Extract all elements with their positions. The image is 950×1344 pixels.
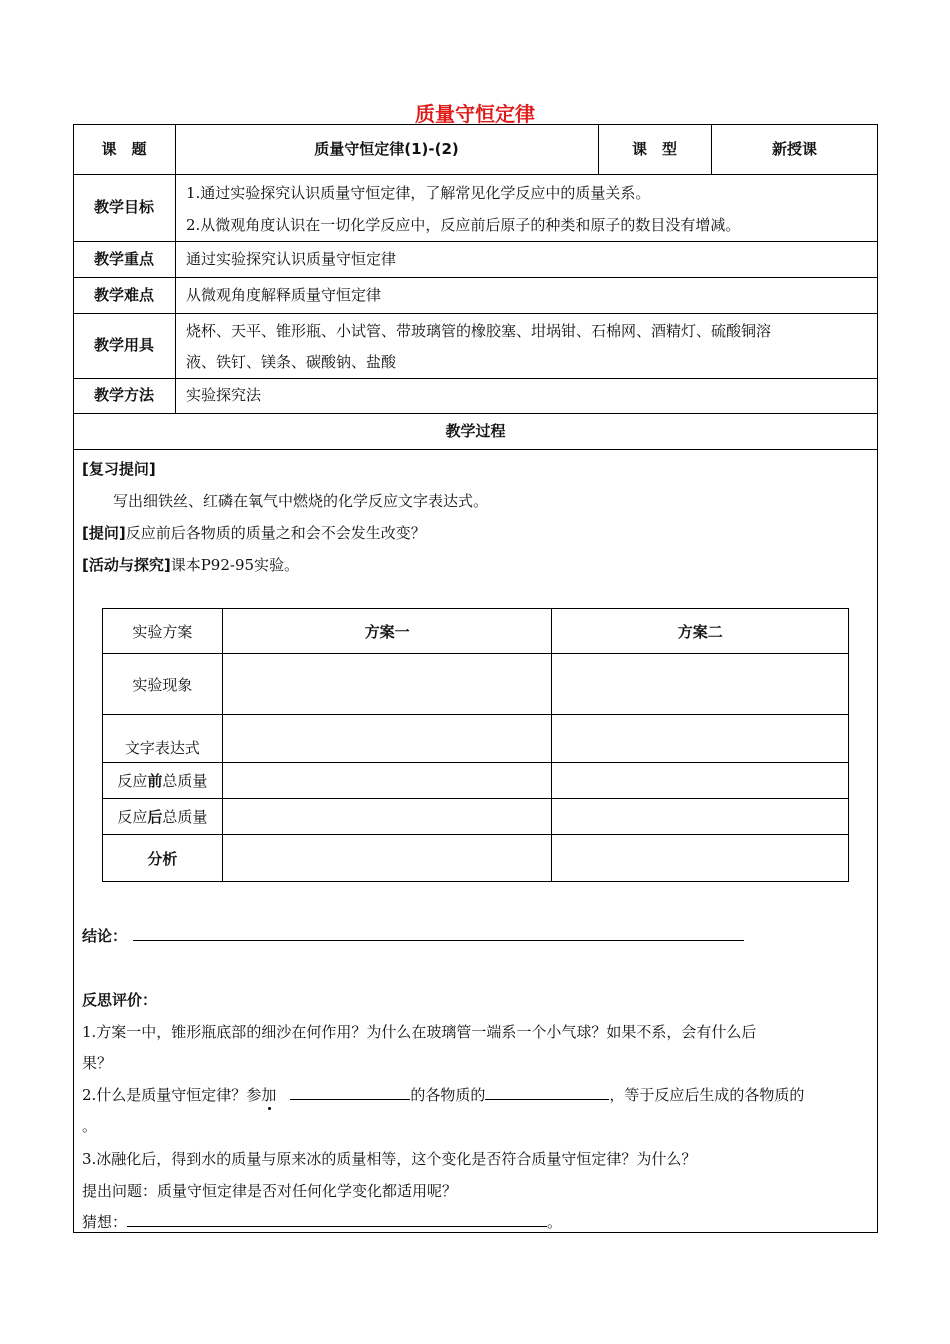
activity-prompt [82,554,299,575]
guess-blank[interactable] [127,1212,547,1227]
blank-cell [552,763,849,799]
question-2-emphasis: 加 [261,1086,277,1104]
question-2 [82,1084,804,1105]
blank-cell [552,715,849,763]
tools-line: 液、铁钉、镁条、碳酸钠、盐酸 [186,353,397,371]
difficulty-value: 从微观角度解释质量守恒定律 [186,285,382,304]
type-value: 新授课 [771,139,817,158]
row-label [103,763,223,799]
review-tag: [复习提问] [82,460,156,478]
topic-value: 质量守恒定律(1)-(2) [314,139,459,158]
header-cell: 方案一 [222,609,552,654]
table-row [103,609,849,654]
label-part: 总质量 [162,808,208,826]
guess-label: 猜想： [82,1213,128,1231]
method-label: 教学方法 [93,386,154,405]
answer-blank[interactable] [485,1085,609,1100]
raise-question: 提出问题：质量守恒定律是否对任何化学变化都适用呢？ [82,1182,458,1200]
question-3: 3.冰融化后，得到水的质量与原来冰的质量相等，这个变化是否符合质量守恒定律？为什么？ [82,1150,697,1168]
guess-line [82,1211,562,1232]
row-label: 实验现象 [103,654,223,715]
blank-cell [222,835,552,882]
conclusion-label: 结论： [82,927,128,945]
focus-value: 通过实验探究认识质量守恒定律 [186,249,397,268]
goals-label: 教学目标 [93,198,154,217]
label-emphasis: 前 [147,772,163,790]
question-2-end: 。 [82,1117,98,1135]
table-row [103,799,849,835]
question-prompt [82,522,426,543]
blank-cell [552,835,849,882]
blank-cell [222,654,552,715]
question-2-part: ，等于反应后生成的各物质的 [609,1086,805,1104]
label-emphasis: 后 [147,808,163,826]
topic-label: 课 题 [101,139,147,158]
review-prompt [82,458,156,479]
row-label: 分析 [103,835,223,882]
table-row [103,715,849,763]
question-1-line: 果？ [82,1054,113,1072]
activity-tag: [活动与探究] [82,556,171,574]
question-tag: [提问] [82,524,126,542]
tools-line: 烧杯、天平、锥形瓶、小试管、带玻璃管的橡胶塞、坩埚钳、石棉网、酒精灯、硫酸铜溶 [186,322,772,340]
question-1-line: 1.方案一中，锥形瓶底部的细沙在何作用？为什么在玻璃管一端系一个小气球？如果不系，会有什么后 [82,1023,757,1041]
row-label [103,799,223,835]
conclusion-line [82,925,127,946]
table-row [103,654,849,715]
label-part: 反应 [117,808,148,826]
question-text: 反应前后各物质的质量之和会不会发生改变？ [125,524,426,542]
table-row [103,835,849,882]
header-cell: 方案二 [552,609,849,654]
question-2-part: 的各物质的 [410,1086,486,1104]
type-label: 课 型 [631,139,677,158]
row-label: 文字表达式 [103,715,223,763]
row-divider [73,313,878,314]
reflection-heading: 反思评价： [82,991,158,1009]
blank-cell [222,715,552,763]
label-part: 总质量 [162,772,208,790]
table-row [103,763,849,799]
question-2-part: 2.什么是质量守恒定律？参 [82,1086,262,1104]
header-cell: 实验方案 [103,609,223,654]
activity-text: 课本P92-95实验。 [170,556,300,574]
review-text: 写出细铁丝、红磷在氧气中燃烧的化学反应文字表达式。 [113,492,489,510]
experiment-table [102,608,849,882]
page-title: 质量守恒定律 [415,102,535,126]
row-divider [73,449,878,450]
answer-blank[interactable] [290,1085,410,1100]
method-value: 实验探究法 [186,386,262,405]
process-heading: 教学过程 [445,421,506,440]
difficulty-label: 教学难点 [93,285,154,304]
goal-line: 2.从微观角度认识在一切化学反应中，反应前后原子的种类和原子的数目没有增减。 [186,216,741,234]
tools-label: 教学用具 [93,336,154,355]
blank-cell [552,799,849,835]
conclusion-blank[interactable] [133,940,744,941]
label-part: 反应 [117,772,148,790]
blank-cell [222,763,552,799]
row-divider [73,174,878,175]
blank-cell [552,654,849,715]
guess-end: 。 [547,1213,563,1231]
goal-line: 1.通过实验探究认识质量守恒定律，了解常见化学反应中的质量关系。 [186,184,651,202]
blank-cell [222,799,552,835]
focus-label: 教学重点 [93,249,154,268]
